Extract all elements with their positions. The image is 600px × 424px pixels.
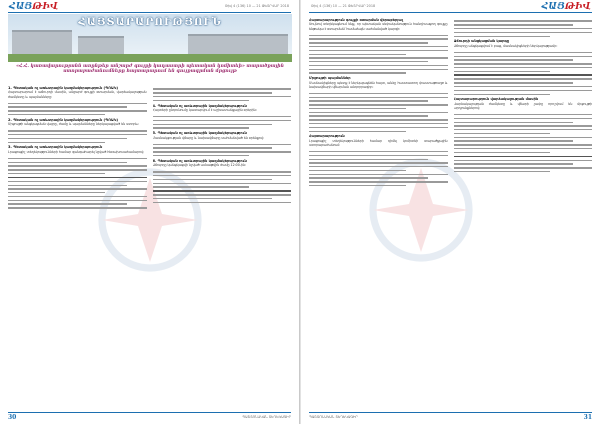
- notice-body: Լրացուցիչ տեղեկությունների համար զանգահարել նշված հեռախոսահամարով։: [8, 149, 145, 154]
- notice-entry: [8, 145, 147, 154]
- running-header: Թիվ 4 (136) 10 — 21 ՓԵՏՐՎԱՐ 2018: [311, 4, 376, 8]
- right-page: [300, 0, 600, 424]
- notice-title: 1. Պետական ոչ առևտրային կազմակերպություն (ՊՈԱԿ): [8, 86, 119, 90]
- notice-entry: [309, 18, 448, 31]
- notice-body: Վարձակալության ժամկետը և վճարի չափը որոշվում են մրցույթի արդյունքներով։: [453, 101, 592, 110]
- article-columns: [309, 18, 592, 410]
- notice-title: 2. Պետական ոչ առևտրային կազմակերպություն (ՊՈԱԿ): [8, 117, 119, 122]
- page-number: 30: [8, 413, 17, 421]
- brand-logo: ՀԱՅԹԻՎ: [541, 2, 591, 12]
- notice-body: Հայտերի ընդունումը կատարվում է աշխատանքային օրերին։: [152, 107, 257, 112]
- notice-title: Հայտարարություն վարձակալության մասին: [453, 97, 539, 102]
- page-number: 31: [583, 413, 592, 421]
- running-header: Թիվ 4 (136) 10 — 21 ՓԵՏՐՎԱՐ 2018: [224, 4, 289, 8]
- notice-title: Հայտարարություն: [309, 134, 345, 139]
- notice-title: Աճուրդի անցկացման կարգը: [453, 39, 510, 44]
- notice-title: Հայտարարություն գույքի օտարման վերաբերյալ: [309, 18, 403, 22]
- notice-entry: [8, 118, 147, 127]
- notice-body: Աճուրդը կանցկացվի նշված ամսաթվին ժամը 12:00-ին։: [152, 163, 246, 168]
- notice-entry: [454, 39, 593, 48]
- notice-title: Մրցույթի պայմաններ: [309, 76, 351, 81]
- notice-body: Մրցույթի անցկացման վայրը, ժամը և պայմանները ներկայացված են ստորև։: [8, 122, 140, 127]
- building-illustration: [188, 34, 288, 56]
- footer-text: ՊԱՇՏՈՆԱԿԱՆ ՏԵՂԵԿԱԳԻՐ: [309, 415, 358, 419]
- banner-title: ՀԱՅՏԱՐԱՐՈՒԹՅՈՒՆ: [78, 17, 222, 28]
- notice-entry: [454, 97, 593, 110]
- column-1: [8, 86, 147, 410]
- header-rule: [309, 12, 592, 13]
- column-2: [454, 18, 593, 410]
- footer-text: ՊԱՇՏՈՆԱԿԱՆ ՏԵՂԵԿԱԳԻՐ: [242, 415, 291, 419]
- notice-entry: [153, 159, 292, 168]
- trees-illustration: [8, 54, 292, 62]
- notice-body: Լրացուցիչ տեղեկությունների համար դիմել կոմիտեի տարածքային ստորաբաժանում։: [309, 138, 448, 147]
- notice-entry: [153, 131, 292, 140]
- notice-entry: [309, 134, 448, 147]
- brand-logo: ՀԱՅԹԻՎ: [9, 2, 59, 12]
- notice-title: 6. Պետական ոչ առևտրային կազմակերպություն: [152, 158, 247, 163]
- column-2: [153, 86, 292, 410]
- header-rule: [8, 12, 291, 13]
- hero-banner: [8, 14, 292, 62]
- page-footer: [309, 412, 592, 421]
- building-illustration: [78, 36, 124, 56]
- column-1: [309, 18, 448, 410]
- notice-body: Մասնակցության վճարը և նախավճարը սահմանված են օրենքով։: [152, 135, 265, 140]
- notice-title: 4. Պետական ոչ առևտրային կազմակերպություն: [152, 103, 247, 108]
- lead-paragraph: «Հ.Հ. կառավարությանն առընթեր անշարժ գույքի կադաստրի պետական կոմիտեի» տարածքային ստորաբաժանումները հայտարարում են գույքագրման մրցույթ: [16, 64, 284, 75]
- notice-entry: [309, 76, 448, 89]
- notice-body: Հայտարարում է աճուրդի մասին, անշարժ գույքի օտարման, վարձակալության ժամկետը և պայմանները։: [8, 90, 147, 99]
- notice-body: Աճուրդը անցկացվում է բաց, մասնակիցների ներկայությամբ։: [453, 43, 558, 48]
- notice-entry: [8, 86, 147, 99]
- notice-title: 5. Պետական ոչ առևտրային կազմակերպություն: [152, 131, 247, 136]
- notice-entry: [153, 104, 292, 113]
- building-illustration: [12, 30, 72, 56]
- notice-body: Սույնով տեղեկացնում ենք, որ պետական սեփականություն հանդիսացող գույքը ենթակա է օտարման՝ համաձայն սահմանված կարգի։: [309, 22, 448, 31]
- notice-body: Մասնակիցները պետք է ներկայացնեն հայտ, անձը հաստատող փաստաթուղթ և նախավճարի վճարման անդորրագիր։: [309, 80, 448, 89]
- notice-title: 3. Պետական ոչ առևտրային կազմակերպություն: [8, 145, 103, 150]
- page-footer: [8, 412, 291, 421]
- article-columns: [8, 86, 291, 410]
